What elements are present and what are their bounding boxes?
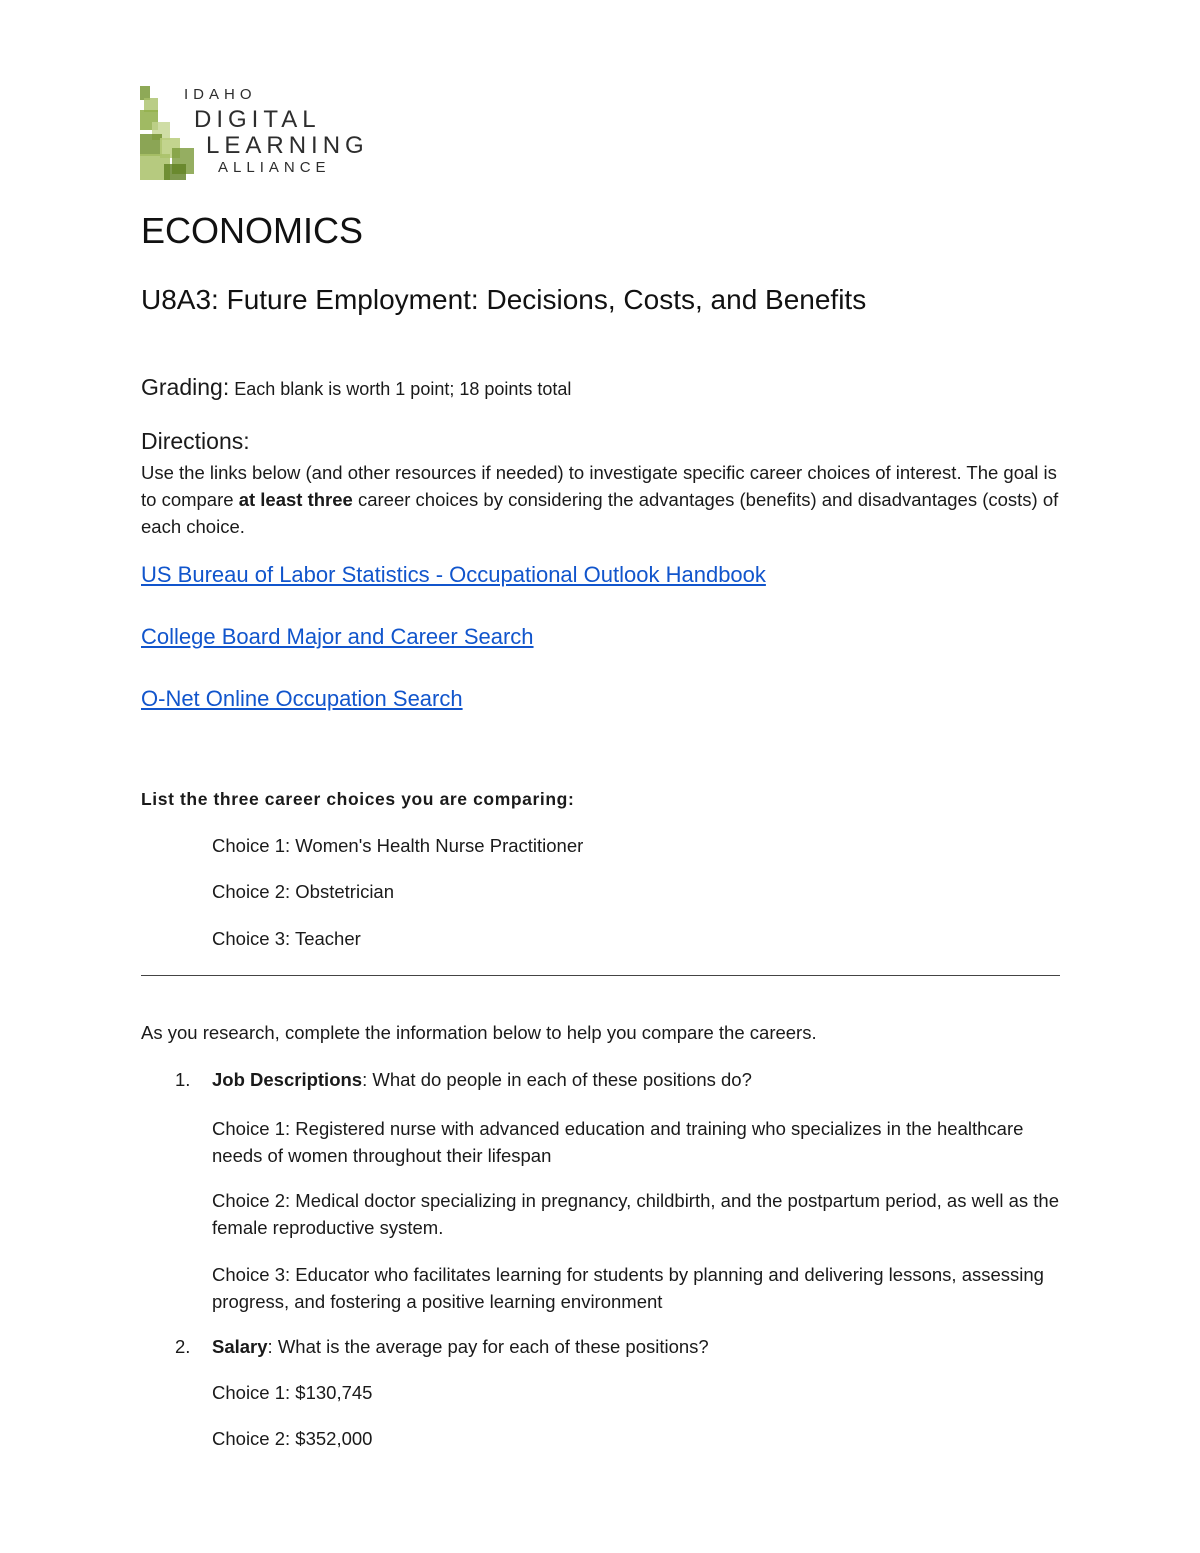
link-bls-occupational-outlook[interactable]: US Bureau of Labor Statistics - Occupational Outlook Handbook (141, 562, 766, 587)
grading-line (141, 374, 571, 401)
career-list-heading: List the three career choices you are comparing: (141, 789, 575, 809)
career-choice-3: Choice 3: Teacher (212, 928, 361, 949)
assignment-title: U8A3: Future Employment: Decisions, Costs, and Benefits (141, 284, 867, 315)
directions-text (141, 459, 1061, 540)
directions-label: Directions: (141, 428, 250, 454)
link-onet-occupation-search[interactable]: O-Net Online Occupation Search (141, 686, 463, 711)
question-2-number: 2. (175, 1336, 191, 1357)
logo-line-idaho: IDAHO (184, 86, 257, 103)
logo-line-digital: DIGITAL (194, 106, 321, 133)
career-choice-1: Choice 1: Women's Health Nurse Practitioner (212, 835, 584, 856)
research-intro: As you research, complete the information below to help you compare the careers. (141, 1022, 817, 1043)
question-2-text: : What is the average pay for each of these positions? (267, 1336, 709, 1357)
directions-text-after: career choices by considering the advantages (benefits) and disadvantages (costs) of each choice. (141, 489, 1059, 537)
logo-line-learning: LEARNING (206, 132, 369, 159)
question-1-answer-1: Choice 1: Registered nurse with advanced education and training who specializes in the healthcare needs of women throughout their lifespan (212, 1118, 1024, 1166)
directions-text-bold: at least three (238, 489, 353, 510)
directions-text-before: Use the links below (and other resources if needed) to investigate specific career choices of interest. The goal is to compare (141, 462, 1057, 510)
question-1-answer-2: Choice 2: Medical doctor specializing in pregnancy, childbirth, and the postpartum period, as well as the female reproductive system. (212, 1190, 1060, 1238)
question-2-answer-1: Choice 1: $130,745 (212, 1382, 373, 1403)
question-2-answer-2: Choice 2: $352,000 (212, 1428, 373, 1449)
question-1-text: : What do people in each of these positions do? (362, 1069, 752, 1090)
question-2-prompt (212, 1336, 709, 1358)
question-1-label: Job Descriptions (212, 1069, 363, 1090)
link-college-board-career-search[interactable]: College Board Major and Career Search (141, 624, 534, 649)
course-title: ECONOMICS (141, 210, 364, 251)
logo-line-alliance: ALLIANCE (218, 159, 331, 176)
career-choice-2: Choice 2: Obstetrician (212, 881, 395, 902)
question-1-prompt (212, 1069, 752, 1091)
question-2-label: Salary (212, 1336, 268, 1357)
grading-text: Each blank is worth 1 point; 18 points total (229, 379, 572, 399)
question-1-number: 1. (175, 1069, 191, 1090)
horizontal-divider (141, 975, 1060, 976)
grading-label: Grading: (141, 374, 230, 400)
question-1-answer-3: Choice 3: Educator who facilitates learning for students by planning and delivering lessons, assessing progress, and fostering a positive learning environment (212, 1264, 1044, 1312)
idaho-digital-learning-logo (138, 84, 398, 184)
